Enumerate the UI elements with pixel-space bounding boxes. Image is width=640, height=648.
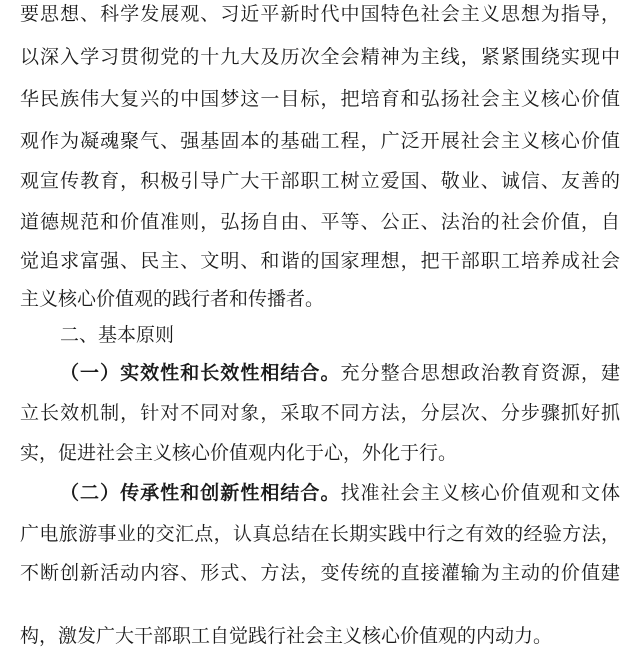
paragraph-line: 华民族伟大复兴的中国梦这一目标，把培育和弘扬社会主义核心价值 bbox=[20, 88, 620, 110]
paragraph-line: 实，促进社会主义核心价值观内化于心，外化于行。 bbox=[20, 442, 458, 464]
paragraph-line: 立长效机制，针对不同对象，采取不同方法，分层次、分步骤抓好抓 bbox=[20, 402, 620, 424]
paragraph-line: 观作为凝魂聚气、强基固本的基础工程，广泛开展社会主义核心价值 bbox=[20, 130, 620, 152]
principle-1-first-line bbox=[60, 361, 620, 385]
paragraph-line: 觉追求富强、民主、文明、和谐的国家理想，把干部职工培养成社会 bbox=[20, 250, 620, 272]
paragraph-line: 以深入学习贯彻党的十九大及历次全会精神为主线，紧紧围绕实现中 bbox=[20, 46, 620, 68]
paragraph-line: 观宣传教育，积极引导广大干部职工树立爱国、敬业、诚信、友善的 bbox=[20, 170, 620, 192]
paragraph-line: 要思想、科学发展观、习近平新时代中国特色社会主义思想为指导， bbox=[20, 3, 620, 25]
principle-2-text: 找准社会主义核心价值观和文体 bbox=[340, 482, 620, 504]
principle-1-text: 充分整合思想政治教育资源，建 bbox=[340, 362, 620, 384]
paragraph-line: 不断创新活动内容、形式、方法，变传统的直接灌输为主动的价值建 bbox=[20, 562, 620, 584]
section-heading: 二、基本原则 bbox=[60, 324, 175, 346]
paragraph-line: 道德规范和价值准则，弘扬自由、平等、公正、法治的社会价值，自 bbox=[20, 211, 620, 233]
paragraph-line: 主义核心价值观的践行者和传播者。 bbox=[20, 288, 325, 310]
principle-2-title: （二）传承性和创新性相结合。 bbox=[60, 482, 341, 504]
principle-1-title: （一）实效性和长效性相结合。 bbox=[60, 362, 341, 384]
principle-2-first-line bbox=[60, 481, 620, 505]
paragraph-line: 广电旅游事业的交汇点，认真总结在长期实践中行之有效的经验方法， bbox=[20, 523, 620, 545]
paragraph-line: 构，激发广大干部职工自觉践行社会主义核心价值观的内动力。 bbox=[20, 625, 553, 647]
